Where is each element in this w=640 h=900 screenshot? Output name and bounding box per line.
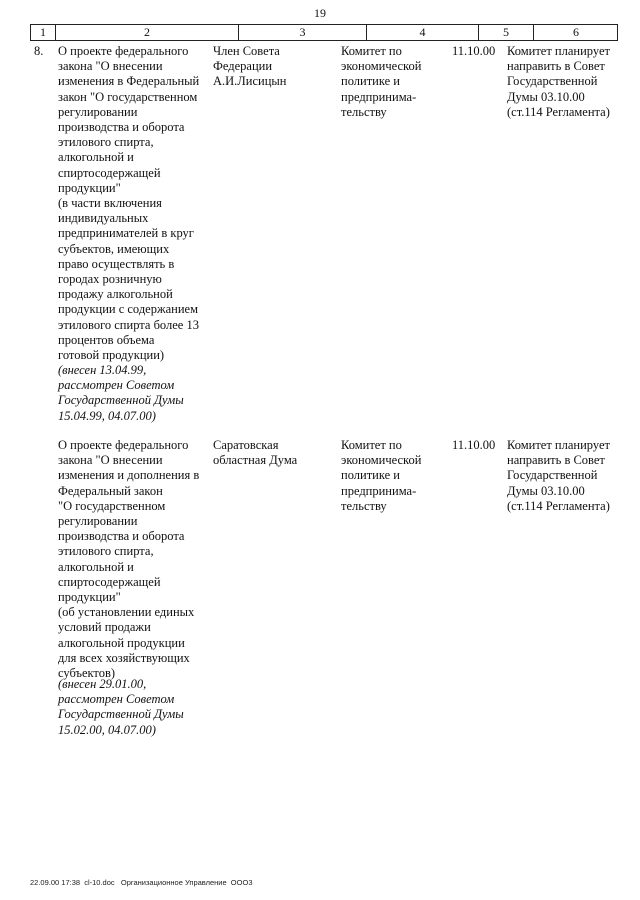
bill-plan: Комитет планирует направить в Совет Государственной Думы 03.10.00 (ст.114 Регламента) <box>507 438 610 513</box>
bill-committee: Комитет по экономической политике и предпринима- тельству <box>341 438 422 513</box>
bill-plan: Комитет планирует направить в Совет Государственной Думы 03.10.00 (ст.114 Регламента) <box>507 44 610 119</box>
bill-title: О проекте федерального закона "О внесении изменения и дополнения в Федеральный закон "О государственном регулировании производства и оборота этилового спирта, алкогольной и спиртосодержащей продукции" (об установлении единых условий продажи алкогольной продукции для всех хозяйствующих субъектов) <box>58 438 200 681</box>
bill-date: 11.10.00 <box>452 44 496 58</box>
page-number: 19 <box>314 6 326 20</box>
page-footer: 22.09.00 17:38 cl-10.doc Организационное Управление ООО3 <box>30 878 253 887</box>
column-header-3: 3 <box>239 25 367 40</box>
bill-note: (внесен 29.01.00, рассмотрен Советом Государственной Думы 15.02.00, 04.07.00) <box>58 677 184 737</box>
bill-author: Саратовская областная Дума <box>213 438 298 468</box>
bill-committee: Комитет по экономической политике и предпринима- тельству <box>341 44 422 119</box>
bill-author: Член Совета Федерации А.И.Лисицын <box>213 44 287 89</box>
table-header <box>30 24 618 41</box>
bill-date: 11.10.00 <box>452 438 496 452</box>
row-number: 8. <box>34 44 44 58</box>
column-header-5: 5 <box>479 25 534 40</box>
column-header-2: 2 <box>56 25 239 40</box>
bill-title: О проекте федерального закона "О внесении изменения в Федеральный закон "О государственном регулировании производства и оборота этилового спирта, алкогольной и спиртосодержащей продукции" (в части включения индивидуальных предпринимателей в круг субъектов, имеющих право осуществлять в городах розничную продажу алкогольной продукции с содержанием этилового спирта более 13 процентов объема готовой продукции) <box>58 44 200 363</box>
column-header-4: 4 <box>367 25 479 40</box>
column-header-6: 6 <box>573 25 579 39</box>
bill-note: (внесен 13.04.99, рассмотрен Советом Государственной Думы 15.04.99, 04.07.00) <box>58 363 184 423</box>
column-header-1: 1 <box>31 25 56 40</box>
